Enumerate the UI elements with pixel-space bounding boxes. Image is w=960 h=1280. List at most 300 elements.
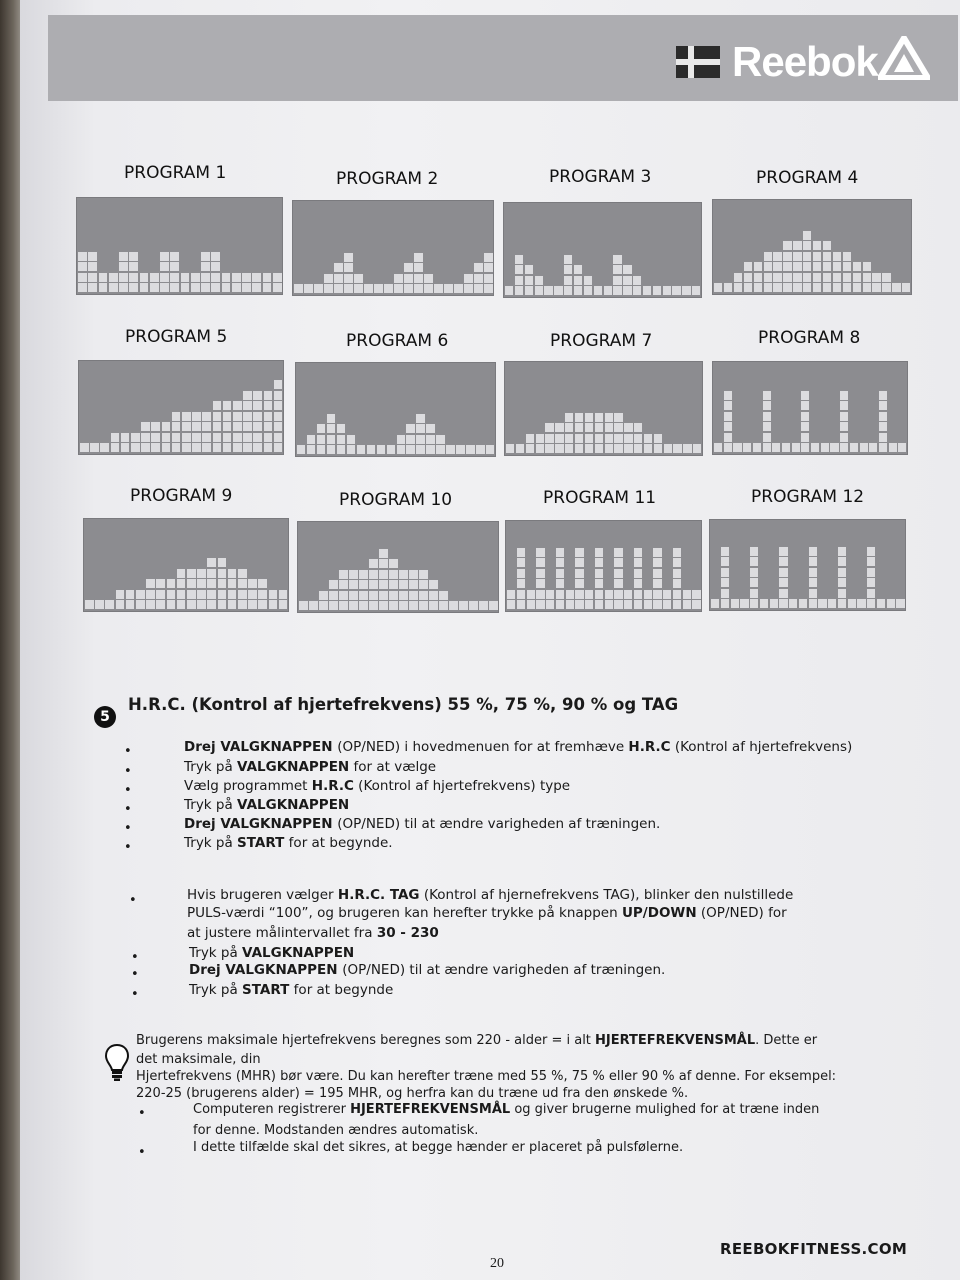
profile-cell	[419, 580, 428, 589]
profile-cell	[644, 444, 652, 453]
profile-cell	[721, 589, 729, 598]
profile-cell	[614, 579, 622, 588]
profile-cell	[877, 599, 885, 608]
profile-cell	[803, 273, 811, 282]
profile-cell	[172, 412, 181, 421]
profile-cell	[683, 444, 691, 453]
program-profile-6	[295, 362, 496, 457]
profile-cell	[556, 579, 564, 588]
profile-cell	[429, 591, 438, 600]
profile-cell	[556, 590, 564, 599]
profile-cell	[119, 252, 128, 261]
profile-cell	[88, 262, 97, 271]
profile-cell	[634, 434, 642, 443]
program-title-5: PROGRAM 5	[125, 327, 228, 347]
profile-cell	[515, 276, 523, 285]
profile-cell	[327, 445, 335, 454]
profile-cell	[566, 590, 574, 599]
profile-cell	[111, 443, 120, 452]
step-a-4: Tryk på VALGKNAPPEN	[184, 797, 350, 813]
profile-cell	[218, 600, 227, 609]
profile-cell	[317, 424, 325, 433]
profile-cell	[809, 599, 817, 608]
profile-cell	[823, 241, 831, 250]
profile-cell	[711, 599, 719, 608]
profile-cell	[613, 255, 621, 264]
profile-cell	[307, 445, 315, 454]
profile-cell	[714, 443, 722, 452]
profile-cell	[424, 284, 433, 293]
profile-cell	[575, 434, 583, 443]
profile-cell	[464, 284, 473, 293]
profile-cell	[605, 413, 613, 422]
profile-cell	[218, 558, 227, 567]
profile-cell	[327, 424, 335, 433]
program-title-12: PROGRAM 12	[751, 487, 865, 507]
profile-cell	[327, 414, 335, 423]
profile-cell	[585, 413, 593, 422]
profile-cell	[724, 443, 732, 452]
profile-cell	[721, 557, 729, 566]
profile-cell	[809, 589, 817, 598]
program-profile-4	[712, 199, 912, 295]
profile-cell	[803, 252, 811, 261]
profile-cell	[872, 273, 880, 282]
profile-cell	[187, 590, 196, 599]
profile-cell	[202, 422, 211, 431]
profile-cell	[197, 569, 206, 578]
profile-cell	[347, 445, 355, 454]
profile-cell	[324, 284, 333, 293]
profile-cell	[879, 401, 887, 410]
profile-cell	[605, 434, 613, 443]
profile-cell	[517, 600, 525, 609]
profile-cell	[141, 422, 150, 431]
program-profile-12	[709, 519, 906, 611]
profile-cell	[486, 445, 494, 454]
profile-cell	[575, 590, 583, 599]
profile-cell	[264, 391, 273, 400]
profile-cell	[902, 283, 910, 292]
profile-cell	[160, 273, 169, 282]
step-a-3: Vælg programmet H.R.C (Kontrol af hjertefrekvens) type	[184, 778, 571, 794]
profile-cell	[724, 391, 732, 400]
profile-cell	[369, 570, 378, 579]
profile-cell	[238, 600, 247, 609]
profile-cell	[853, 273, 861, 282]
profile-cell	[724, 422, 732, 431]
profile-cell	[760, 599, 768, 608]
profile-cell	[397, 445, 405, 454]
profile-cell	[517, 579, 525, 588]
profile-cell	[419, 591, 428, 600]
profile-cell	[170, 273, 179, 282]
profile-cell	[828, 599, 836, 608]
profile-cell	[347, 435, 355, 444]
profile-cell	[211, 273, 220, 282]
program-profile-7	[504, 361, 703, 456]
profile-cell	[329, 580, 338, 589]
profile-cell	[793, 283, 801, 292]
profile-cell	[673, 558, 681, 567]
profile-cell	[763, 433, 771, 442]
profile-cell	[439, 591, 448, 600]
step-a-2: Tryk på VALGKNAPPEN for at vælge	[184, 759, 437, 775]
profile-cell	[744, 262, 752, 271]
profile-cell	[414, 274, 423, 283]
step-b-2: Drej VALGKNAPPEN (OP/NED) til at ændre varigheden af træningen.	[189, 962, 666, 978]
profile-cell	[85, 600, 94, 609]
profile-cell	[319, 591, 328, 600]
profile-cell	[721, 547, 729, 556]
profile-cell	[773, 283, 781, 292]
profile-cell	[872, 283, 880, 292]
profile-cell	[167, 579, 176, 588]
profile-cell	[634, 590, 642, 599]
profile-cell	[307, 435, 315, 444]
profile-cell	[536, 434, 544, 443]
profile-cell	[182, 443, 191, 452]
profile-cell	[575, 423, 583, 432]
profile-cell	[294, 284, 303, 293]
profile-cell	[763, 422, 771, 431]
profile-cell	[564, 255, 572, 264]
profile-cell	[754, 283, 762, 292]
footer-url: REEBOKFITNESS.COM	[720, 1240, 908, 1258]
profile-cell	[399, 591, 408, 600]
profile-cell	[869, 443, 877, 452]
tip-line-2: det maksimale, din	[136, 1052, 261, 1067]
profile-cell	[374, 284, 383, 293]
profile-cell	[228, 569, 237, 578]
profile-cell	[783, 273, 791, 282]
profile-cell	[264, 401, 273, 410]
profile-cell	[414, 263, 423, 272]
profile-cell	[172, 433, 181, 442]
bullet: •	[129, 893, 137, 908]
profile-cell	[863, 273, 871, 282]
profile-cell	[379, 549, 388, 558]
profile-cell	[821, 443, 829, 452]
profile-cell	[329, 591, 338, 600]
profile-cell	[207, 600, 216, 609]
profile-cell	[409, 580, 418, 589]
profile-cell	[436, 445, 444, 454]
profile-cell	[867, 578, 875, 587]
profile-cell	[337, 424, 345, 433]
profile-cell	[274, 443, 283, 452]
profile-cell	[253, 422, 262, 431]
profile-cell	[160, 262, 169, 271]
profile-cell	[182, 422, 191, 431]
profile-cell	[213, 422, 222, 431]
profile-cell	[863, 283, 871, 292]
profile-cell	[783, 262, 791, 271]
profile-cell	[349, 570, 358, 579]
profile-cell	[304, 284, 313, 293]
profile-cell	[879, 412, 887, 421]
profile-cell	[605, 600, 613, 609]
profile-cell	[258, 600, 267, 609]
profile-cell	[207, 569, 216, 578]
profile-cell	[779, 589, 787, 598]
profile-cell	[479, 601, 488, 610]
profile-cell	[167, 590, 176, 599]
tip-bullet: •	[138, 1145, 146, 1160]
profile-cell	[223, 443, 232, 452]
profile-cell	[516, 444, 524, 453]
profile-cell	[594, 286, 602, 295]
profile-cell	[782, 443, 790, 452]
profile-cell	[177, 600, 186, 609]
profile-cell	[349, 601, 358, 610]
profile-cell	[334, 274, 343, 283]
profile-cell	[565, 444, 573, 453]
profile-cell	[536, 600, 544, 609]
profile-cell	[484, 263, 493, 272]
profile-cell	[274, 391, 283, 400]
profile-cell	[211, 262, 220, 271]
profile-cell	[803, 241, 811, 250]
profile-cell	[792, 443, 800, 452]
profile-cell	[253, 401, 262, 410]
profile-cell	[803, 262, 811, 271]
profile-cell	[404, 284, 413, 293]
profile-cell	[429, 601, 438, 610]
profile-cell	[233, 422, 242, 431]
profile-cell	[233, 443, 242, 452]
profile-cell	[170, 252, 179, 261]
profile-cell	[692, 590, 700, 599]
profile-cell	[803, 283, 811, 292]
profile-cell	[818, 599, 826, 608]
profile-cell	[623, 265, 631, 274]
program-title-8: PROGRAM 8	[758, 328, 861, 348]
profile-cell	[763, 443, 771, 452]
profile-cell	[201, 252, 210, 261]
profile-cell	[595, 444, 603, 453]
profile-cell	[867, 557, 875, 566]
profile-cell	[575, 444, 583, 453]
profile-cell	[399, 570, 408, 579]
profile-cell	[177, 569, 186, 578]
profile-cell	[263, 273, 272, 282]
profile-cell	[750, 589, 758, 598]
bullet: •	[131, 967, 139, 982]
step-b-3: Tryk på START for at begynde	[189, 982, 394, 998]
profile-cell	[416, 445, 424, 454]
profile-cell	[536, 579, 544, 588]
profile-cell	[248, 600, 257, 609]
profile-cell	[160, 252, 169, 261]
profile-cell	[213, 433, 222, 442]
profile-cell	[273, 273, 282, 282]
profile-cell	[439, 601, 448, 610]
profile-cell	[724, 412, 732, 421]
profile-cell	[264, 443, 273, 452]
profile-cell	[170, 283, 179, 292]
profile-cell	[779, 557, 787, 566]
profile-cell	[146, 600, 155, 609]
profile-cell	[634, 569, 642, 578]
profile-cell	[575, 569, 583, 578]
profile-cell	[801, 401, 809, 410]
profile-cell	[754, 273, 762, 282]
profile-cell	[575, 413, 583, 422]
profile-cell	[119, 273, 128, 282]
profile-cell	[151, 433, 160, 442]
profile-cell	[156, 590, 165, 599]
program-profile-11	[505, 520, 702, 612]
profile-cell	[344, 263, 353, 272]
tip-line-3: Hjertefrekvens (MHR) bør være. Du kan herefter træne med 55 %, 75 % eller 90 % af denne. For eksempel:	[136, 1069, 837, 1084]
profile-cell	[187, 579, 196, 588]
profile-cell	[545, 434, 553, 443]
profile-cell	[78, 252, 87, 261]
profile-cell	[783, 252, 791, 261]
profile-cell	[484, 253, 493, 262]
profile-cell	[692, 600, 700, 609]
profile-cell	[585, 600, 593, 609]
program-profile-2	[292, 200, 494, 296]
profile-cell	[314, 284, 323, 293]
profile-cell	[654, 434, 662, 443]
profile-cell	[367, 445, 375, 454]
profile-cell	[823, 262, 831, 271]
profile-cell	[882, 273, 890, 282]
profile-cell	[99, 273, 108, 282]
profile-cell	[474, 284, 483, 293]
step-a-5: Drej VALGKNAPPEN (OP/NED) til at ændre varigheden af træningen.	[184, 816, 661, 832]
profile-cell	[416, 414, 424, 423]
profile-cell	[634, 444, 642, 453]
profile-cell	[801, 443, 809, 452]
profile-cell	[574, 265, 582, 274]
profile-cell	[364, 284, 373, 293]
profile-cell	[506, 444, 514, 453]
profile-cell	[536, 590, 544, 599]
profile-cell	[369, 591, 378, 600]
profile-cell	[129, 283, 138, 292]
program-profile-1	[76, 197, 283, 295]
profile-cell	[150, 273, 159, 282]
profile-cell	[419, 570, 428, 579]
profile-cell	[232, 273, 241, 282]
program-title-10: PROGRAM 10	[339, 490, 453, 510]
profile-cell	[644, 590, 652, 599]
profile-cell	[833, 252, 841, 261]
program-title-7: PROGRAM 7	[550, 331, 653, 351]
profile-cell	[585, 590, 593, 599]
profile-cell	[232, 283, 241, 292]
profile-cell	[339, 570, 348, 579]
profile-cell	[653, 579, 661, 588]
bullet: •	[124, 744, 132, 759]
profile-cell	[111, 433, 120, 442]
profile-cell	[863, 262, 871, 271]
profile-cell	[584, 286, 592, 295]
profile-cell	[379, 570, 388, 579]
profile-cell	[750, 599, 758, 608]
profile-cell	[162, 443, 171, 452]
profile-cell	[242, 273, 251, 282]
profile-cell	[833, 273, 841, 282]
profile-cell	[181, 283, 190, 292]
profile-cell	[526, 434, 534, 443]
profile-cell	[167, 600, 176, 609]
profile-cell	[840, 391, 848, 400]
profile-cell	[574, 286, 582, 295]
bullet: •	[124, 821, 132, 836]
profile-cell	[614, 423, 622, 432]
profile-cell	[201, 262, 210, 271]
profile-cell	[136, 590, 145, 599]
profile-cell	[387, 445, 395, 454]
profile-cell	[764, 262, 772, 271]
profile-cell	[840, 422, 848, 431]
profile-cell	[238, 579, 247, 588]
profile-cell	[484, 284, 493, 293]
profile-cell	[191, 273, 200, 282]
profile-cell	[614, 569, 622, 578]
profile-cell	[525, 276, 533, 285]
profile-cell	[813, 283, 821, 292]
danish-flag-icon	[676, 46, 720, 78]
profile-cell	[614, 434, 622, 443]
profile-cell	[566, 600, 574, 609]
profile-cell	[359, 570, 368, 579]
profile-cell	[426, 424, 434, 433]
profile-cell	[783, 241, 791, 250]
profile-cell	[449, 601, 458, 610]
profile-cell	[525, 286, 533, 295]
profile-cell	[750, 557, 758, 566]
profile-cell	[466, 445, 474, 454]
profile-cell	[813, 262, 821, 271]
profile-cell	[556, 558, 564, 567]
profile-cell	[238, 569, 247, 578]
profile-cell	[264, 412, 273, 421]
profile-cell	[789, 599, 797, 608]
profile-cell	[555, 423, 563, 432]
profile-cell	[419, 601, 428, 610]
profile-cell	[823, 273, 831, 282]
profile-cell	[574, 276, 582, 285]
profile-cell	[624, 590, 632, 599]
profile-cell	[813, 252, 821, 261]
bullet: •	[124, 783, 132, 798]
profile-cell	[141, 433, 150, 442]
profile-cell	[734, 283, 742, 292]
profile-cell	[653, 590, 661, 599]
profile-cell	[633, 276, 641, 285]
profile-cell	[892, 283, 900, 292]
profile-cell	[99, 283, 108, 292]
tip-bullet-1-cont: for denne. Modstanden ændres automatisk.	[193, 1123, 479, 1138]
profile-cell	[546, 590, 554, 599]
profile-cell	[673, 579, 681, 588]
program-title-3: PROGRAM 3	[549, 167, 652, 187]
profile-cell	[228, 590, 237, 599]
profile-cell	[517, 558, 525, 567]
profile-cell	[264, 422, 273, 431]
profile-cell	[744, 283, 752, 292]
profile-cell	[879, 443, 887, 452]
profile-cell	[605, 423, 613, 432]
profile-cell	[853, 262, 861, 271]
profile-cell	[634, 548, 642, 557]
profile-cell	[389, 591, 398, 600]
